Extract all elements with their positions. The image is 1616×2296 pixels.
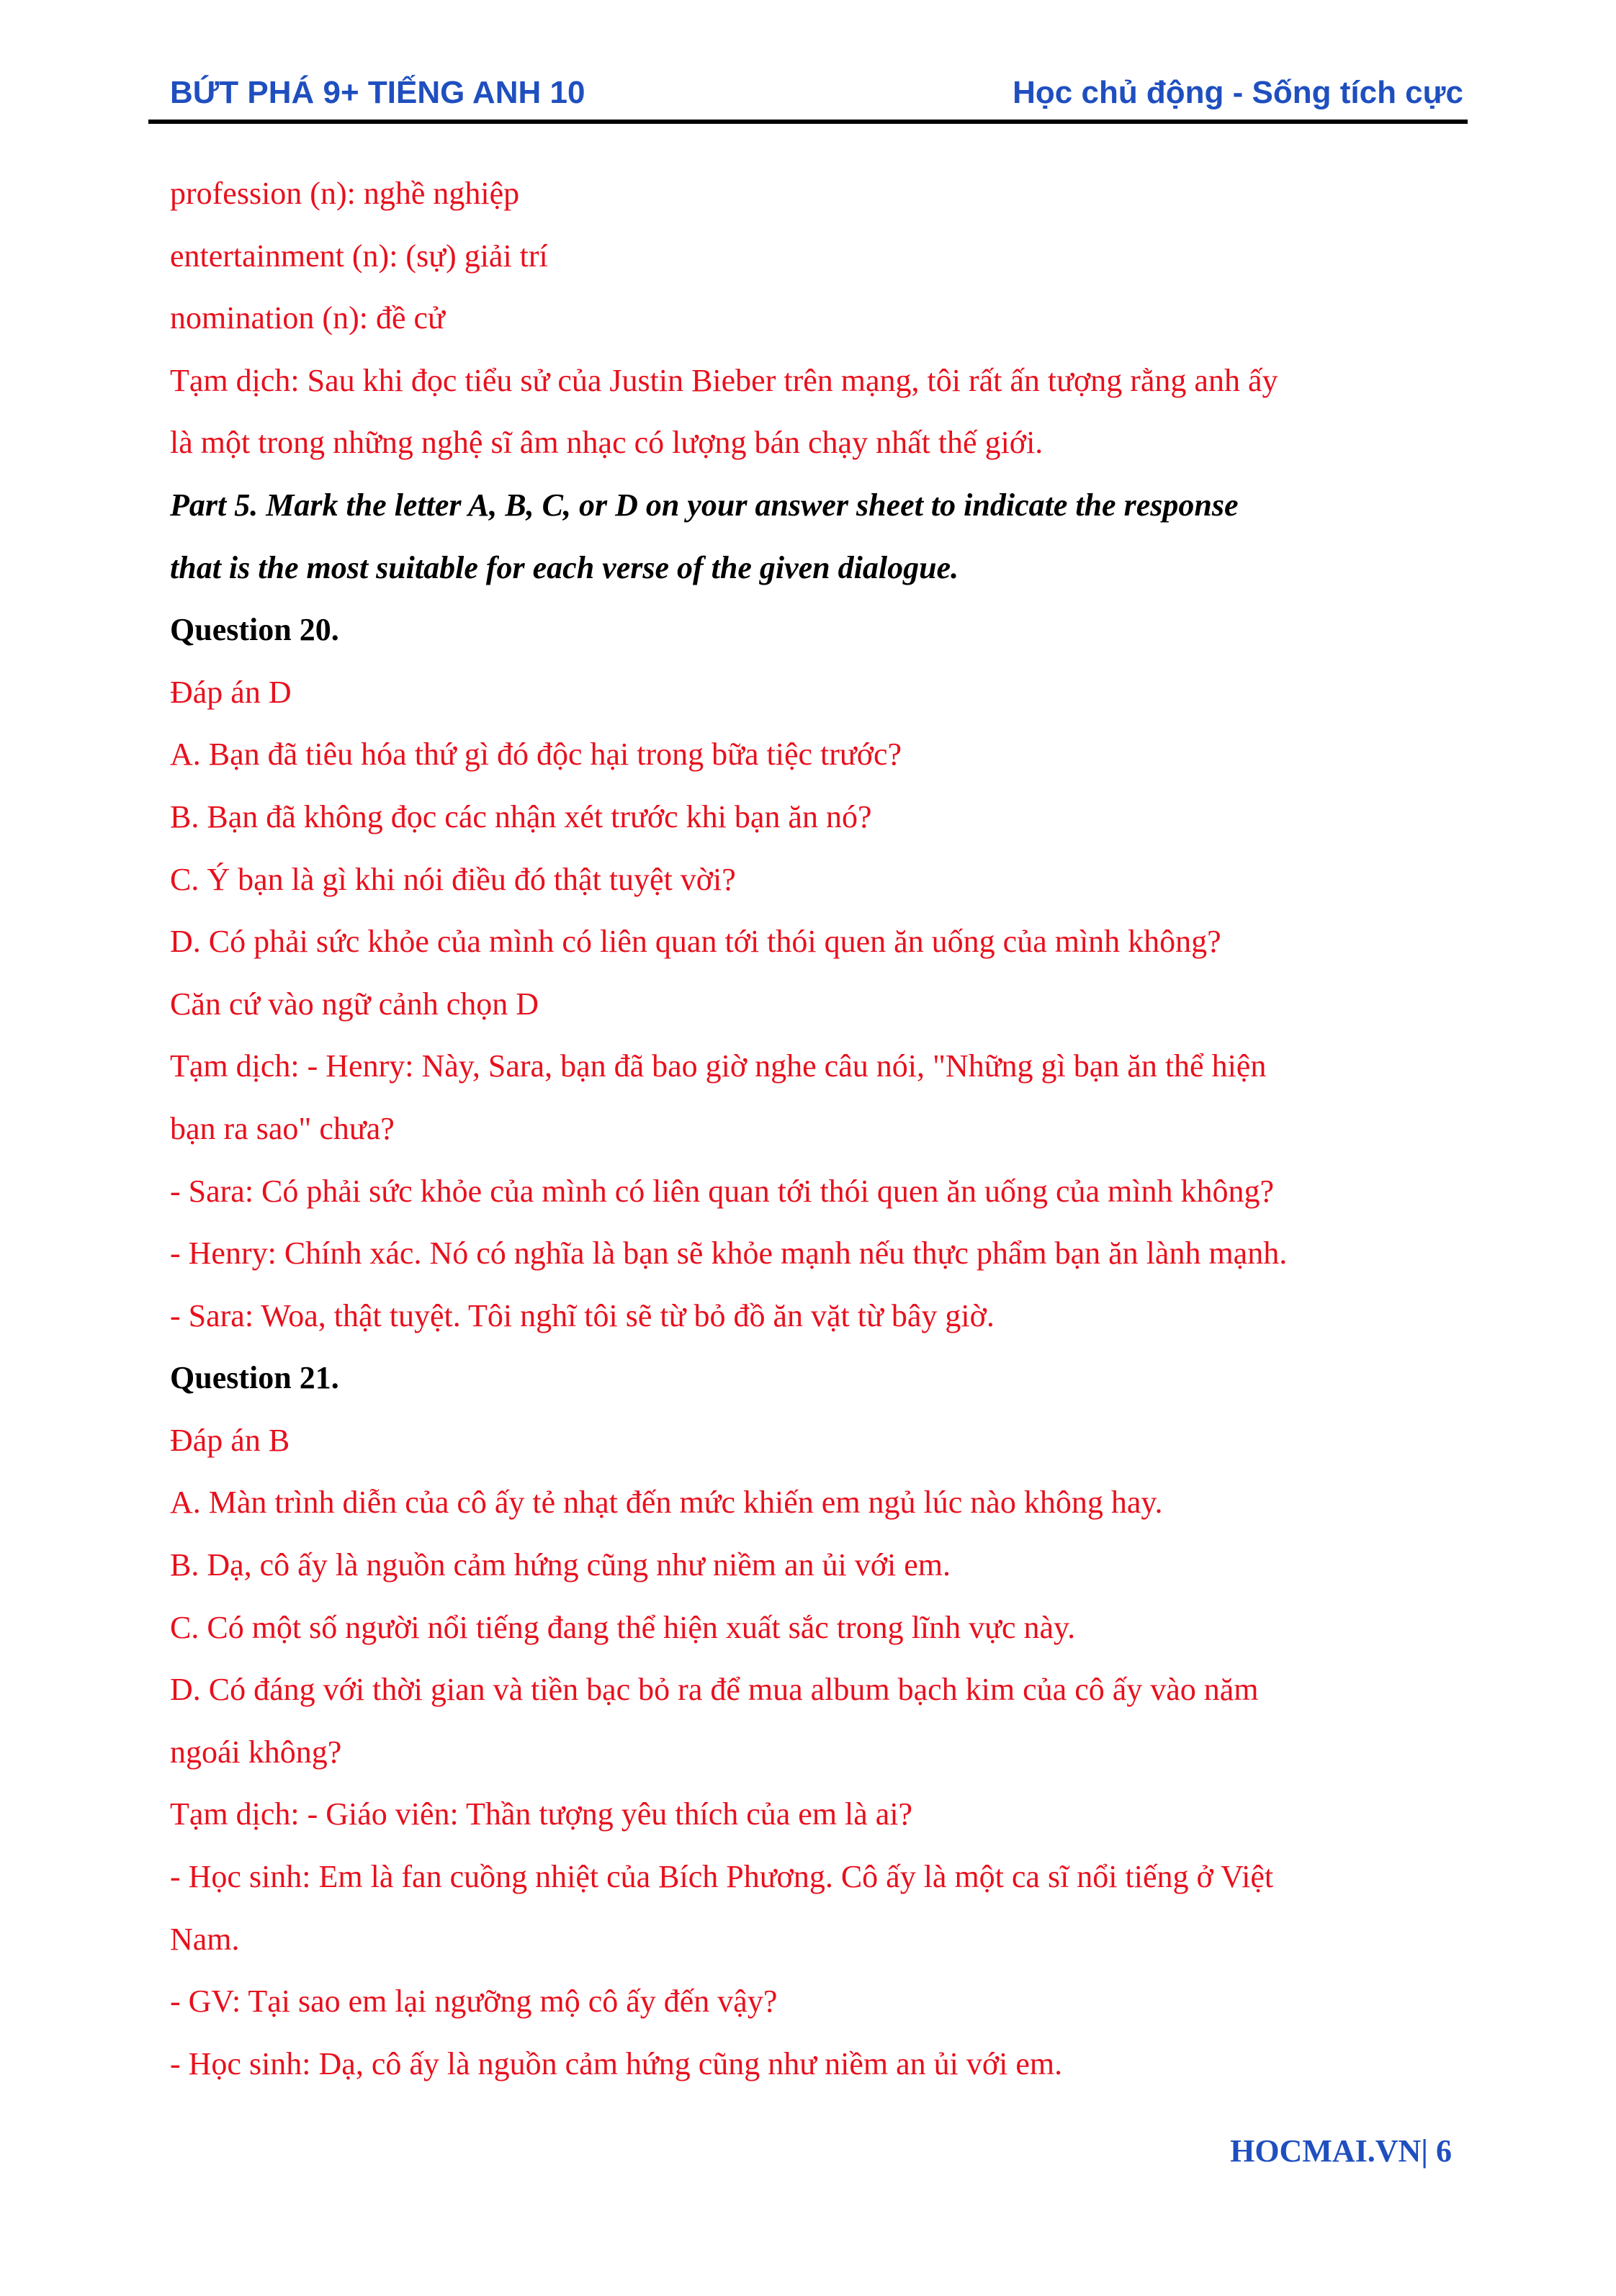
dialogue-line: - Học sinh: Em là fan cuồng nhiệt của Bích Phương. Cô ấy là một ca sĩ nổi tiếng ở Việt <box>170 1859 1274 1895</box>
option-a: A. Bạn đã tiêu hóa thứ gì đó độc hại trong bữa tiệc trước? <box>170 737 902 773</box>
option-d: D. Có đáng với thời gian và tiền bạc bỏ ra để mua album bạch kim của cô ấy vào năm <box>170 1672 1259 1708</box>
dialogue-line: Tạm dịch: - Henry: Này, Sara, bạn đã bao giờ nghe câu nói, "Những gì bạn ăn thể hiện <box>170 1048 1267 1084</box>
translation-line: Tạm dịch: Sau khi đọc tiểu sử của Justin Bieber trên mạng, tôi rất ấn tượng rằng anh ấy <box>170 362 1278 398</box>
option-c: C. Có một số người nổi tiếng đang thể hiện xuất sắc trong lĩnh vực này. <box>170 1609 1076 1645</box>
dialogue-line: - Henry: Chính xác. Nó có nghĩa là bạn sẽ khỏe mạnh nếu thực phẩm bạn ăn lành mạnh. <box>170 1235 1288 1271</box>
dialogue-line: - Sara: Woa, thật tuyệt. Tôi nghĩ tôi sẽ từ bỏ đồ ăn vặt từ bây giờ. <box>170 1297 995 1333</box>
translation-line: là một trong những nghệ sĩ âm nhạc có lượng bán chạy nhất thế giới. <box>170 425 1043 461</box>
option-b: B. Bạn đã không đọc các nhận xét trước khi bạn ăn nó? <box>170 798 872 834</box>
option-d: ngoái không? <box>170 1734 342 1770</box>
dialogue-line: Tạm dịch: - Giáo viên: Thần tượng yêu thích của em là ai? <box>170 1796 913 1832</box>
part-5-instruction: Part 5. Mark the letter A, B, C, or D on your answer sheet to indicate the response <box>170 487 1239 523</box>
question-20-heading: Question 20. <box>170 612 339 648</box>
option-a: A. Màn trình diễn của cô ấy tẻ nhạt đến mức khiến em ngủ lúc nào không hay. <box>170 1485 1163 1521</box>
question-21-heading: Question 21. <box>170 1360 339 1396</box>
dialogue-line: Nam. <box>170 1921 240 1957</box>
part-5-instruction: that is the most suitable for each verse of the given dialogue. <box>170 549 959 585</box>
option-d: D. Có phải sức khỏe của mình có liên quan tới thói quen ăn uống của mình không? <box>170 924 1221 960</box>
dialogue-line: bạn ra sao" chưa? <box>170 1110 395 1146</box>
vocab-profession: profession (n): nghề nghiệp <box>170 176 520 211</box>
dialogue-line: - Học sinh: Dạ, cô ấy là nguồn cảm hứng cũng như niềm an ủi với em. <box>170 2045 1063 2081</box>
page-header <box>170 69 1463 121</box>
page-footer: HOCMAI.VN| 6 <box>1230 2133 1452 2169</box>
question-20-answer: Đáp án D <box>170 674 292 710</box>
dialogue-line: - Sara: Có phải sức khỏe của mình có liên quan tới thói quen ăn uống của mình không? <box>170 1173 1274 1209</box>
question-21-answer: Đáp án B <box>170 1422 290 1458</box>
vocab-entertainment: entertainment (n): (sự) giải trí <box>170 238 548 274</box>
page-content <box>170 163 1452 2095</box>
vocab-nomination: nomination (n): đề cử <box>170 300 445 336</box>
option-b: B. Dạ, cô ấy là nguồn cảm hứng cũng như niềm an ủi với em. <box>170 1547 951 1583</box>
header-divider <box>148 120 1468 124</box>
document-slogan: Học chủ động - Sống tích cực <box>1013 75 1463 110</box>
option-c: C. Ý bạn là gì khi nói điều đó thật tuyệt vời? <box>170 861 736 897</box>
dialogue-line: - GV: Tại sao em lại ngưỡng mộ cô ấy đến vậy? <box>170 1984 778 2020</box>
explanation-line: Căn cứ vào ngữ cảnh chọn D <box>170 986 539 1022</box>
document-title: BỨT PHÁ 9+ TIẾNG ANH 10 <box>170 75 585 110</box>
